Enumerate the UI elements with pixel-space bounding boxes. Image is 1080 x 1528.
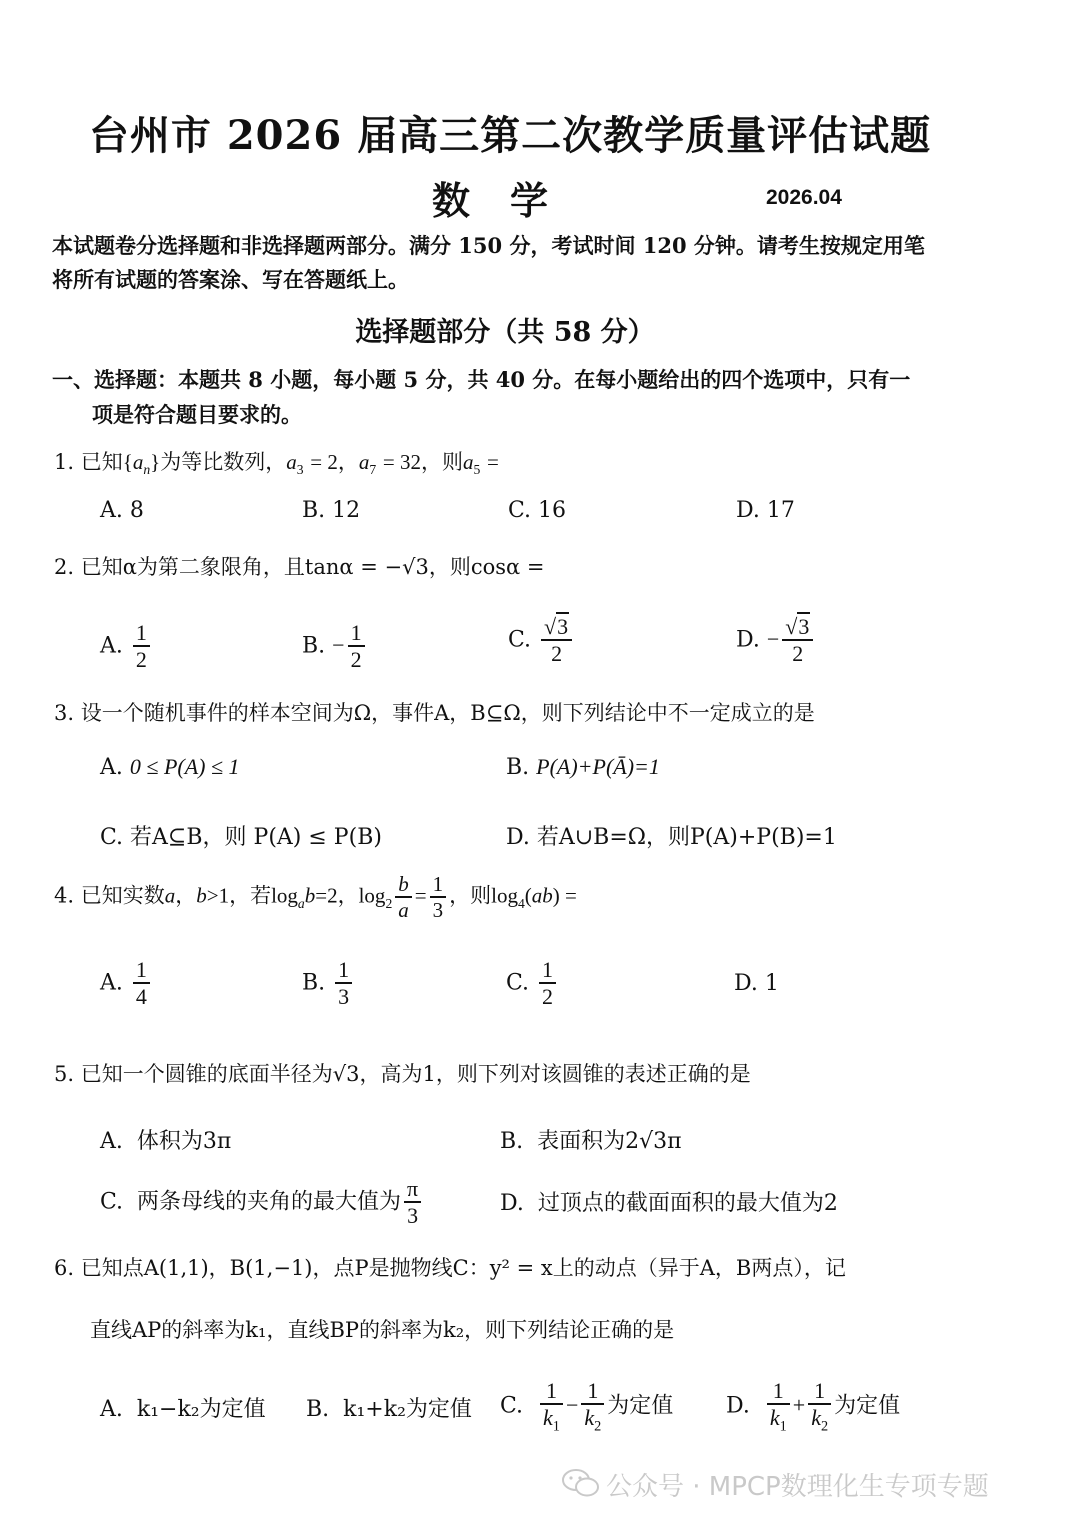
- question-2: 2. 已知α为第二象限角，且tanα = −√3，则cosα =: [54, 555, 545, 579]
- section-intro-line-2: 项是符合题目要求的。: [92, 402, 302, 427]
- exam-date: 2026.04: [766, 186, 842, 209]
- subject-title: 数学: [432, 178, 589, 223]
- q2-option-b-display: B. − $\frac{1}{2}$: [302, 620, 368, 673]
- q6-option-a: A. k₁−k₂为定值: [100, 1397, 266, 1422]
- q4-option-b-display: B. $\frac{1}{3}$: [302, 957, 355, 1010]
- q5-option-a: A. 体积为3π: [100, 1129, 232, 1154]
- q3-option-a: A. 0 ≤ P(A) ≤ 1: [100, 754, 240, 780]
- q6-option-c-display: C. $\frac{1}{k_1}$ − $\frac{1}{k_2}$ 为定值: [500, 1378, 674, 1435]
- q6-option-d-display: D. $\frac{1}{k_1}$ + $\frac{1}{k_2}$ 为定值: [726, 1378, 901, 1435]
- q3-option-d: D. 若A∪B=Ω，则P(A)+P(B)=1: [506, 825, 837, 850]
- question-1-display: 1. 已知$\{a_n\}$为等比数列，$a_3 = 2$，$a_7 = 32$，则$a_5$ =: [54, 450, 499, 478]
- q3-option-c: C. 若A⊆B，则 P(A) ≤ P(B): [100, 825, 382, 850]
- q2-option-c-display: C. $\frac{√3}{2}$: [508, 614, 575, 667]
- q4-option-a-display: A. $\frac{1}{4}$: [100, 957, 153, 1010]
- q3-option-b: B. P(A)+P(Ā)=1: [506, 754, 660, 780]
- wechat-icon: [562, 1468, 600, 1498]
- section-intro-line-1: 一、选择题：本题共 8 小题，每小题 5 分，共 40 分。在每小题给出的四个选项中，只有一: [52, 367, 911, 392]
- q1-option-b: B. 12: [302, 498, 361, 523]
- q5-option-d: D. 过顶点的截面面积的最大值为2: [500, 1191, 838, 1216]
- question-6-line-2: 直线AP的斜率为k₁，直线BP的斜率为k₂，则下列结论正确的是: [90, 1318, 675, 1342]
- q1-option-a: A. 8: [100, 498, 144, 523]
- intro-line-1: 本试题卷分选择题和非选择题两部分。满分 150 分，考试时间 120 分钟。请考生按规定用笔: [52, 233, 925, 258]
- q1-option-c: C. 16: [508, 498, 567, 523]
- watermark-text: 公众号 · MPCP数理化生专项专题: [606, 1472, 989, 1502]
- exam-title: 台州市 2026 届高三第二次教学质量评估试题: [88, 112, 932, 159]
- question-3: 3. 设一个随机事件的样本空间为Ω，事件A，B⊆Ω，则下列结论中不一定成立的是: [54, 701, 815, 725]
- question-6-line-1: 6. 已知点A(1,1)，B(1,−1)，点P是抛物线C：y² = x上的动点（异于A，B两点），记: [54, 1256, 846, 1280]
- intro-line-2: 将所有试题的答案涂、写在答题纸上。: [52, 267, 409, 292]
- q2-option-d-display: D. − $\frac{√3}{2}$: [736, 614, 816, 667]
- q1-option-d: D. 17: [736, 498, 795, 523]
- question-4-display: 4. 已知实数a，b>1，若$\log_ab=2$，$\log_2$ $\frac{b}{a}$ = $\frac{1}{3}$ ，则$\log_4(ab)$ =: [54, 872, 577, 923]
- question-5: 5. 已知一个圆锥的底面半径为√3，高为1，则下列对该圆锥的表述正确的是: [54, 1062, 751, 1086]
- q4-option-d: D. 1: [734, 971, 779, 996]
- q2-option-a-display: A. $\frac{1}{2}$: [100, 620, 153, 673]
- section-title: 选择题部分（共 58 分）: [355, 317, 655, 348]
- q5-option-c-display: C. 两条母线的夹角的最大值为 $\frac{\pi}{3}$: [100, 1176, 424, 1229]
- q5-option-b: B. 表面积为2√3π: [500, 1129, 682, 1154]
- q1-number: 1.: [54, 450, 75, 474]
- q6-option-b: B. k₁+k₂为定值: [306, 1397, 472, 1422]
- q4-option-c-display: C. $\frac{1}{2}$: [506, 957, 559, 1010]
